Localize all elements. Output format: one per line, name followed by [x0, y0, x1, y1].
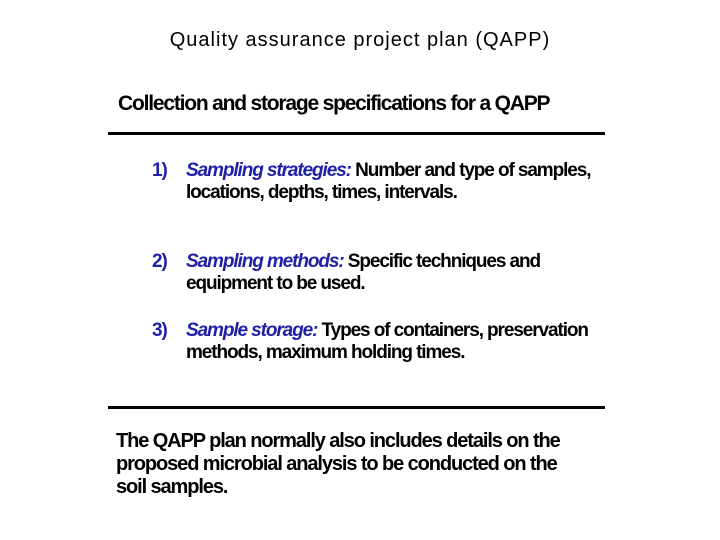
- item-description: Number and type of samples, locations, depths, times, intervals.: [186, 160, 591, 203]
- item-number: 2): [152, 251, 167, 272]
- item-number: 3): [152, 320, 167, 341]
- item-term: Sampling methods:: [186, 251, 344, 272]
- spec-item-sample-storage: [152, 320, 602, 364]
- item-description: Types of containers, preservation methods, maximum holding times.: [186, 320, 588, 363]
- item-description: Specific techniques and equipment to be used.: [186, 251, 540, 294]
- page-title: Quality assurance project plan (QAPP): [169, 29, 551, 51]
- item-term: Sampling strategies:: [186, 160, 351, 181]
- closing-note: The QAPP plan normally also includes details on the proposed microbial analysis to be conducted on the soil samples.: [116, 430, 560, 498]
- slide-heading: Collection and storage specifications for a QAPP: [118, 92, 550, 115]
- top-divider: [108, 132, 605, 135]
- item-number: 1): [152, 160, 167, 181]
- item-term: Sample storage:: [186, 320, 318, 341]
- spec-item-sampling-strategies: [152, 160, 602, 204]
- spec-item-sampling-methods: [152, 251, 602, 295]
- bottom-divider: [108, 406, 605, 409]
